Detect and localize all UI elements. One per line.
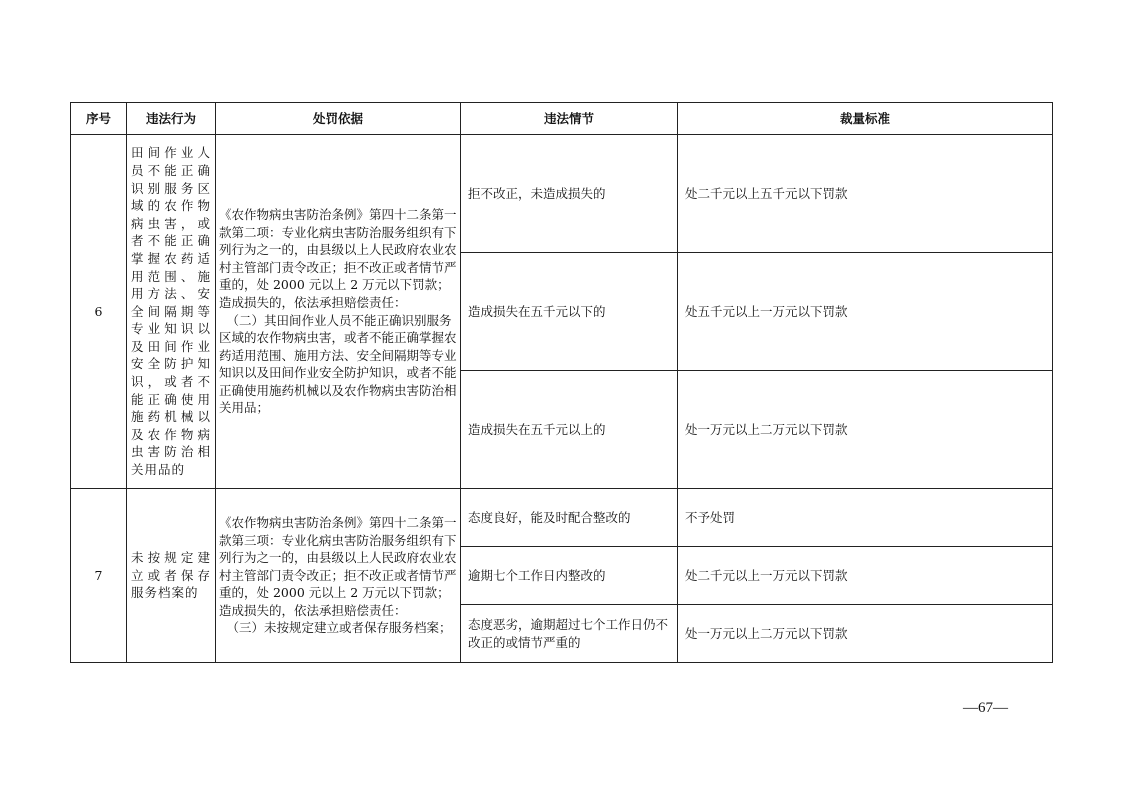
row-circumstance: 造成损失在五千元以下的 <box>461 253 678 371</box>
header-standard: 裁量标准 <box>678 103 1053 135</box>
row-seq: 7 <box>71 489 127 663</box>
row-circumstance: 态度恶劣，逾期超过七个工作日仍不改正的或情节严重的 <box>461 605 678 663</box>
row-standard: 处二千元以上一万元以下罚款 <box>678 547 1053 605</box>
header-violation: 违法行为 <box>127 103 216 135</box>
basis-paragraph: 《农作物病虫害防治条例》第四十二条第一款第三项：专业化病虫害防治服务组织有下列行为之一的，由县级以上人民政府农业农村主管部门责令改正；拒不改正或者情节严重的，处 2000 元以上 2 万元以下罚款；造成损失的，依法承担赔偿责任： <box>219 514 457 618</box>
basis-paragraph: （三）未按规定建立或者保存服务档案； <box>226 620 452 636</box>
row-standard: 不予处罚 <box>678 489 1053 547</box>
row-standard: 处一万元以上二万元以下罚款 <box>678 605 1053 663</box>
table-row <box>71 489 1053 547</box>
row-violation: 田间作业人员不能正确识别服务区域的农作物病虫害，或者不能正确掌握农药适用范围、施用方法、安全间隔期等专业知识以及田间作业安全防护知识，或者不能正确使用施药机械以及农作物病虫害防治相关用品的 <box>127 135 216 489</box>
row-circumstance: 造成损失在五千元以上的 <box>461 371 678 489</box>
header-seq: 序号 <box>71 103 127 135</box>
row-basis <box>216 135 461 489</box>
row-basis <box>216 489 461 663</box>
row-standard: 处二千元以上五千元以下罚款 <box>678 135 1053 253</box>
header-circumstance: 违法情节 <box>461 103 678 135</box>
row-seq: 6 <box>71 135 127 489</box>
row-standard: 处五千元以上一万元以下罚款 <box>678 253 1053 371</box>
row-circumstance: 逾期七个工作日内整改的 <box>461 547 678 605</box>
penalty-table-container <box>70 102 1052 663</box>
row-standard: 处一万元以上二万元以下罚款 <box>678 371 1053 489</box>
row-circumstance: 态度良好，能及时配合整改的 <box>461 489 678 547</box>
table-row <box>71 135 1053 253</box>
basis-paragraph: （二）其田间作业人员不能正确识别服务区域的农作物病虫害，或者不能正确掌握农药适用范围、施用方法、安全间隔期等专业知识以及田间作业安全防护知识，或者不能正确使用施药机械以及农作物病虫害防治相关用品； <box>219 312 457 416</box>
row-circumstance: 拒不改正，未造成损失的 <box>461 135 678 253</box>
page-number: —67— <box>963 700 1008 716</box>
table-header-row <box>71 103 1053 135</box>
penalty-table <box>70 102 1053 663</box>
row-violation: 未按规定建立或者保存服务档案的 <box>127 489 216 663</box>
header-basis: 处罚依据 <box>216 103 461 135</box>
basis-paragraph: 《农作物病虫害防治条例》第四十二条第一款第二项：专业化病虫害防治服务组织有下列行为之一的，由县级以上人民政府农业农村主管部门责令改正；拒不改正或者情节严重的，处 2000 元以上 2 万元以下罚款；造成损失的，依法承担赔偿责任： <box>219 206 457 310</box>
